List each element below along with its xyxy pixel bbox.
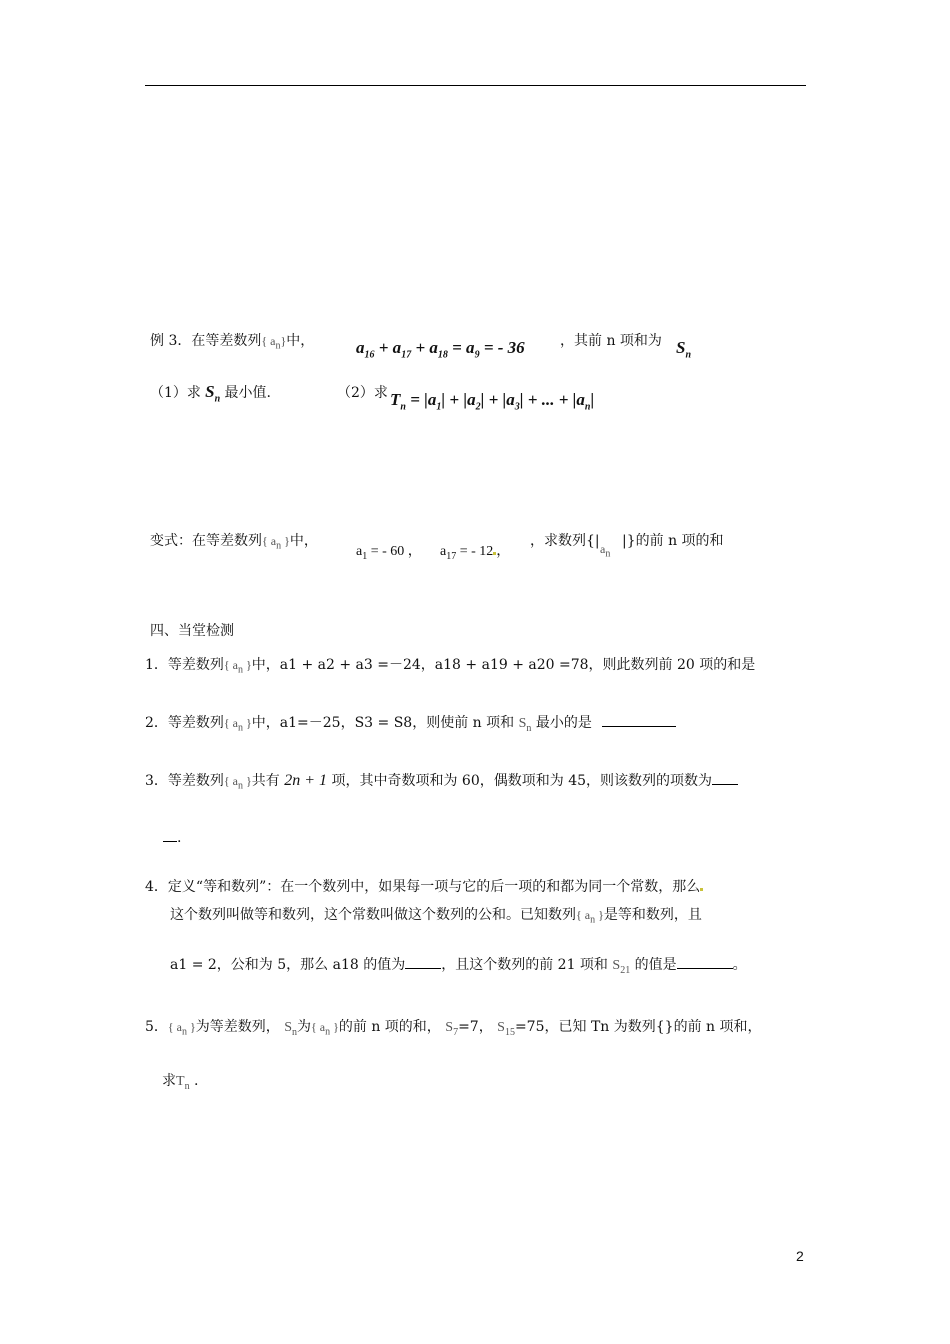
variant-a17: $a_{17}$ = - 12 ， (440, 544, 511, 562)
q1-tail: 最小值. (224, 385, 271, 401)
variant-seq: { $a_n$ } (262, 534, 290, 552)
check-q2: 2．等差数列{ $a_n$ }中，a1=－25，S3 = S8，则使前 n 项和 $S_n$ 最小的是 (145, 712, 676, 734)
q3-answer-blank-cont[interactable] (163, 841, 177, 842)
variant-an: $a_n$ (600, 542, 611, 560)
check-q4-line1: 4．定义“等和数列”：在一个数列中，如果每一项与它的后一项的和都为同一个常数，那么 (145, 876, 703, 896)
q4-s21-blank[interactable] (677, 968, 733, 969)
example3-q1 (150, 382, 271, 404)
example3-tn-equation: $T_n = |a_1| + |a_2| + |a_3|$ + ... + $|a_n|$ (390, 390, 595, 413)
check-q5-line1: 5．{ $a_n$ }为等差数列， $S_n$为{ $a_n$ }的前 n 项的和， $S_7=7$， $S_{15}=75$，已知 Tn 为数列{}的前 n 项和， (145, 1019, 762, 1038)
q3-answer-blank[interactable] (712, 784, 738, 785)
q1-label: （1）求 (150, 385, 201, 401)
seq-an: { $a_n$} (261, 334, 287, 352)
variant-label: 变式：在等差数列 (150, 533, 262, 549)
check-q4-line2: 这个数列叫做等和数列，这个常数叫做这个数列的公和。已知数列{ $a_n$ }是等和数列，且 (170, 907, 702, 926)
variant-tail2: |}的前 n 项的和 (622, 533, 724, 549)
example3-line1 (150, 330, 314, 351)
q1-sn: $S_n$ (200, 382, 221, 405)
example3-equation: $a_{16} + a_{17} + a_{18} = a_9$ = - 36 (356, 338, 525, 361)
q2-answer-blank[interactable] (602, 726, 676, 727)
q4-a18-blank[interactable] (405, 968, 441, 969)
example3-after: ，其前 n 项和为 (560, 333, 662, 349)
check-q4-line3: a1 = 2，公和为 5，那么 a18 的值为 ，且这个数列的前 21 项和 $S_{21}$ 的值是 。 (170, 957, 747, 976)
variant-zhong: 中， (289, 533, 318, 549)
check-q3-continuation: . (163, 830, 181, 846)
check-q1: 1．等差数列{ $a_n$ }中，a1 + a2 + a3 =－24，a18 + a19 + a20 =78，则此数列前 20 项的和是 (145, 657, 756, 676)
example3-q2 (337, 382, 388, 402)
section4-title: 四、当堂检测 (150, 623, 234, 639)
q2-label: （2）求 (337, 385, 388, 401)
check-q5-line2: 求$T_n$ . (162, 1073, 199, 1092)
zhong-text: 中， (286, 333, 315, 349)
example3-sn: $S_n$ (676, 338, 692, 361)
example3-label: 例 3．在等差数列 (150, 333, 262, 349)
variant-a1: $a_1$ = - 60 ， (356, 544, 422, 562)
check-q3: 3．等差数列{ $a_n$ }共有 2n + 1 项，其中奇数项和为 60，偶数项和为 45，则该数列的项数为 (145, 770, 738, 791)
header-rule (145, 85, 806, 86)
variant-tail: ，求数列{| (530, 533, 600, 549)
variant-line (150, 530, 318, 551)
page-number: 2 (796, 1248, 804, 1264)
